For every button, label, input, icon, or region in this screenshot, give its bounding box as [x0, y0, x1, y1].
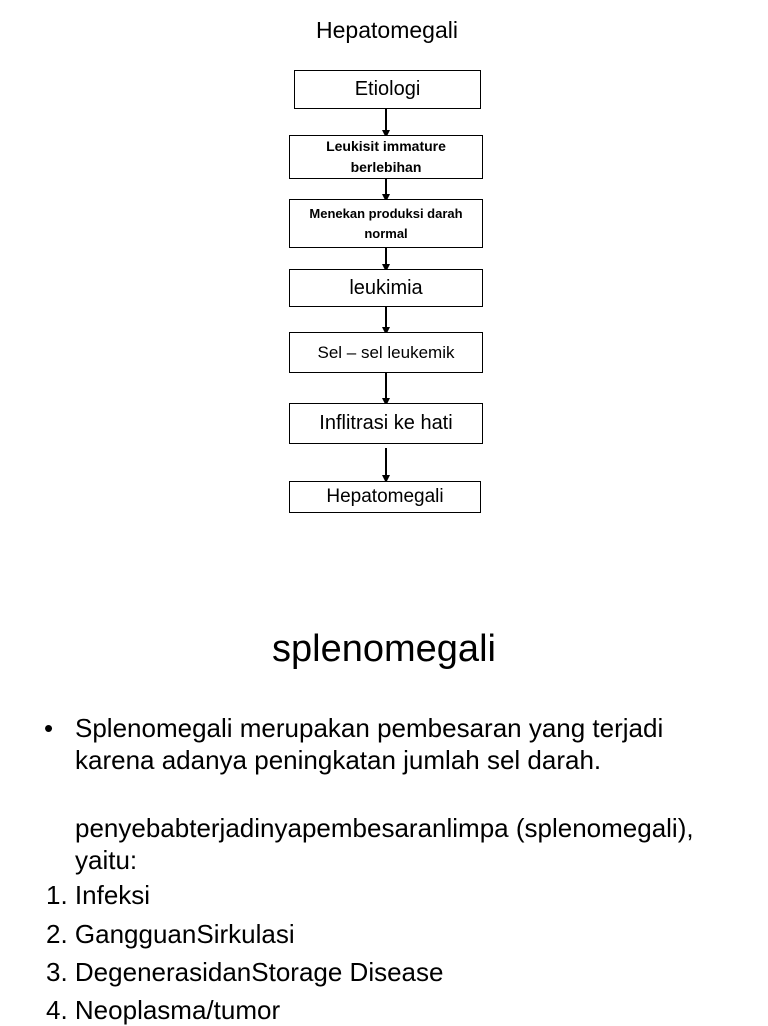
- flow-box-label: Sel – sel leukemik: [317, 342, 455, 362]
- list-item-3: 3. DegenerasidanStorage Disease: [46, 957, 444, 987]
- flow-box-leukosit-immature: [289, 135, 483, 179]
- flow-box-etiologi: [294, 70, 481, 109]
- intro-text: penyebabterjadinyapembesaranlimpa (splenomegali), yaitu:: [75, 813, 694, 875]
- flow-box-label: Inflitrasi ke hati: [319, 412, 453, 434]
- list-item-4: 4. Neoplasma/tumor: [46, 995, 281, 1025]
- flow-box-leukimia: [289, 269, 483, 307]
- flow-box-hepatomegali: [289, 481, 481, 513]
- list-item-1: 1. Infeksi: [46, 880, 151, 910]
- flow-box-inflitrasi: [289, 403, 483, 444]
- bullet-marker: •: [44, 713, 54, 743]
- flow-box-label: Etiologi: [354, 78, 421, 100]
- flow-box-sel-leukemik: [289, 332, 483, 373]
- flow-box-menekan-produksi: [289, 199, 483, 248]
- flow-box-label: Menekan produksi darah normal: [309, 205, 463, 241]
- flow-box-label: leukimia: [349, 276, 423, 299]
- flow-box-label: Leukisit immature berlebihan: [326, 138, 446, 175]
- flow-box-label: Hepatomegali: [326, 486, 444, 507]
- diagram-title: Hepatomegali: [316, 17, 458, 43]
- bullet-text: Splenomegali merupakan pembesaran yang terjadi karena adanya peningkatan jumlah sel darah.: [75, 713, 664, 775]
- list-item-2: 2. GangguanSirkulasi: [46, 919, 295, 949]
- slide-title: splenomegali: [272, 628, 496, 670]
